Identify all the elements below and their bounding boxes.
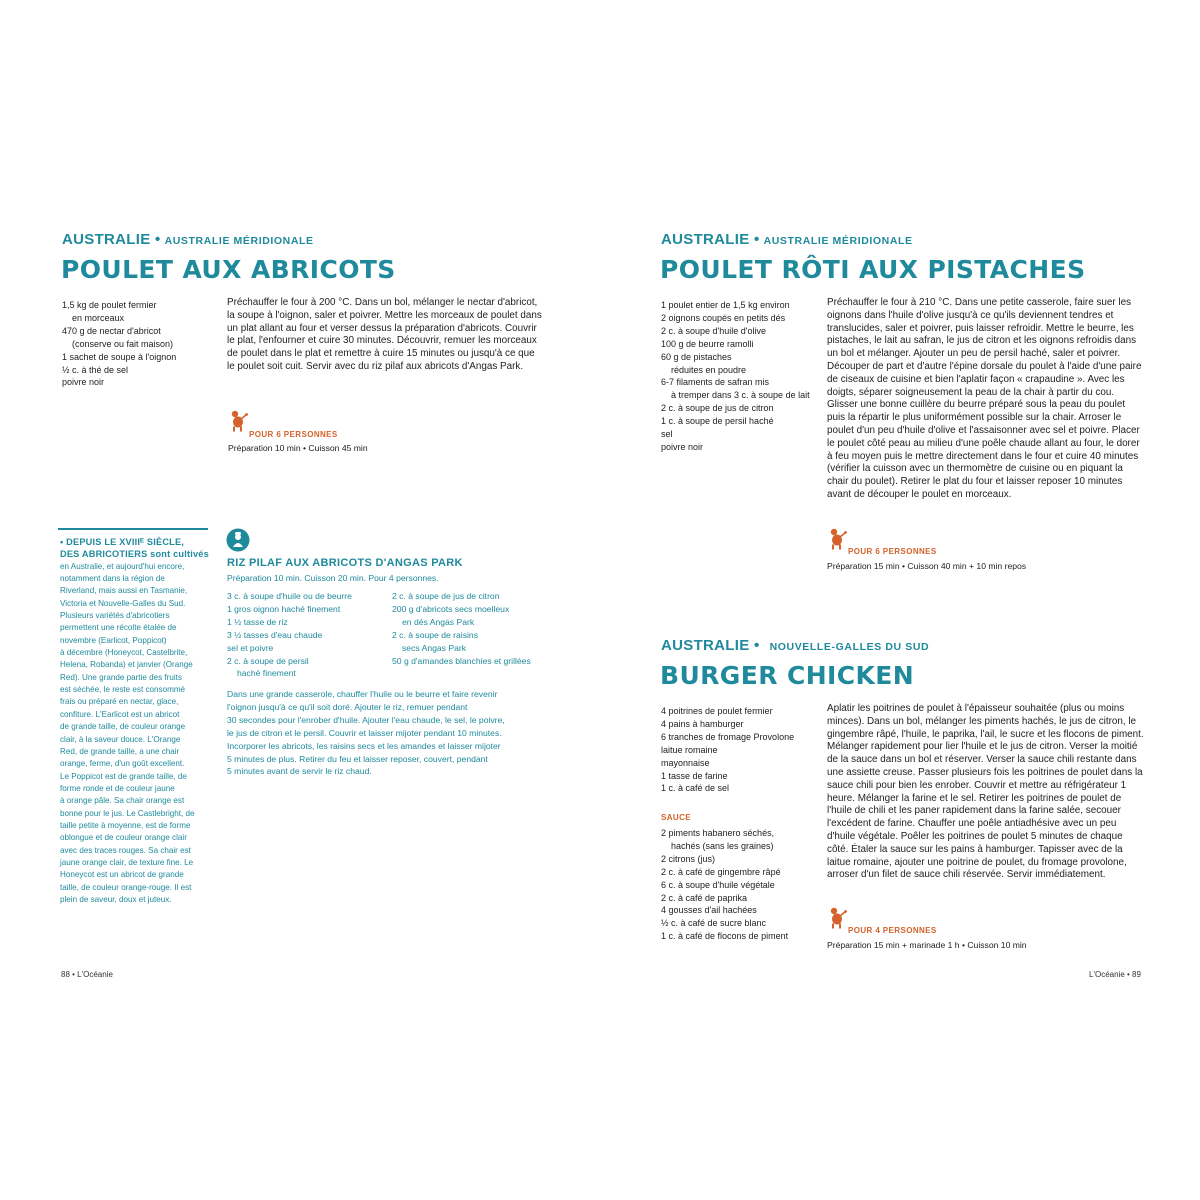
method-text: Aplatir les poitrines de poulet à l'épaisseur souhaitée (plus ou moins minces). Dans un bol, mélanger les piments hachés, le jus de citron, le gingembre râpé, l'huile, le paprika, l'ail, le sucre et les flocons de piment. Mélanger rapidement pour lier l'huile et le jus de citron. Verser la moitié de la sauce dans un bol et réserver. Verser la sauce chili restante dans une assiette creuse. Passer plusieurs fois les poitrines de poulet dans la sauce chili pour bien les enrober. Couvrir et mettre au réfrigérateur 1 heure. Mélanger la farine et le sel. Retirer les poitrines de poulet de l'huile de chili et les paner rapidement dans la farine salée, secouer l'excédent de farine. Chauffer une poêle antiadhésive avec un peu d'huile végétale. Poêler les poitrines de poulet 5 minutes de chaque côté. Étaler la sauce sur les pains à hamburger. Tapisser avec de la laitue romaine, ajouter une poitrine de poulet, du fromage provolone, arroser d'un filet de sauce chili réservée. Servir immédiatement. (827, 703, 1144, 881)
list-item: sel et poivre (227, 642, 274, 653)
list-item: secs Angas Park (402, 642, 467, 653)
text-line: bonne pour le jus. Le Castlebright, de (60, 808, 195, 818)
page-number: 88 • L'Océanie (61, 970, 113, 979)
text-line: 5 minutes avant de servir le riz chaud. (227, 766, 372, 777)
subrecipe-ingredients-col2 (392, 590, 552, 667)
list-item: réduites en poudre (671, 364, 747, 375)
text-line: l'oignon jusqu'à ce qu'il soit doré. Ajouter le riz, remuer pendant (227, 701, 468, 712)
list-item: ½ c. à thé de sel (62, 364, 129, 375)
list-item: en dés Angas Park (402, 616, 475, 627)
list-item: 1 tasse de farine (661, 770, 728, 781)
list-item: 2 c. à soupe de jus de citron (661, 403, 774, 414)
recipe-method (227, 297, 545, 374)
text-line: Dans une grande casserole, chauffer l'huile ou le beurre et faire revenir (227, 689, 498, 699)
subrecipe-method (227, 688, 552, 778)
list-item: 1 sachet de soupe à l'oignon (62, 351, 177, 362)
list-item: 1 c. à café de sel (661, 783, 730, 794)
text-line: Victoria et Nouvelle-Galles du Sud. (60, 598, 186, 608)
recipe-title: BURGER CHICKEN (660, 661, 915, 690)
text-line: DES ABRICOTIERS sont cultivés (60, 549, 209, 560)
list-item: sel (661, 429, 673, 440)
list-item: 1 c. à café de flocons de piment (661, 931, 789, 942)
text-line: le jus de citron et le persil. Couvrir et laisser mijoter pendant 10 minutes. (227, 727, 502, 738)
recipe-method (827, 297, 1145, 502)
sauce-ingredient-list (661, 827, 816, 943)
text-line: novembre (Earlicot, Poppicot) (60, 635, 167, 645)
subregion-label: AUSTRALIE MÉRIDIONALE (763, 235, 913, 247)
list-item: ½ c. à café de sucre blanc (661, 918, 767, 929)
chef-mascot-icon (827, 528, 847, 550)
text-line: orange, ferme, d'un goût excellent. (60, 759, 185, 769)
text-line: Plusieurs variétés d'abricotiers (60, 611, 170, 621)
text-line: Riverland, mais aussi en Tasmanie, (60, 586, 188, 596)
list-item: 2 c. à soupe de raisins (392, 629, 478, 640)
text-line: • DEPUIS LE XVIIIᴱ SIÈCLE, (60, 537, 185, 547)
list-item: 6 tranches de fromage Provolone (661, 731, 795, 742)
ingredient-list (62, 299, 212, 389)
text-line: Helena, Robanda) et janvier (Orange (60, 660, 193, 670)
prep-time: Préparation 15 min + marinade 1 h • Cuisson 10 min (827, 940, 1027, 950)
text-line: Red, de grande taille, a une chair (60, 746, 180, 756)
region-heading (62, 231, 314, 248)
region-label: AUSTRALIE • (661, 231, 760, 248)
chef-mascot-icon (827, 907, 847, 929)
right-page (600, 0, 1200, 1200)
text-line: 30 secondes pour l'enrober d'huile. Ajouter l'eau chaude, le sel, le poivre, (227, 714, 505, 725)
page-number: L'Océanie • 89 (1089, 970, 1141, 979)
text-line: Le Poppicot est de grande taille, de (60, 771, 187, 781)
text-line: forme ronde et de couleur jaune (60, 783, 175, 793)
prep-time: Préparation 15 min • Cuisson 40 min + 10 min repos (827, 561, 1027, 571)
subregion-label: NOUVELLE-GALLES DU SUD (769, 641, 930, 653)
list-item: 2 c. à soupe de jus de citron (392, 591, 500, 601)
subrecipe-meta: Préparation 10 min. Cuisson 20 min. Pour 4 personnes. (227, 573, 439, 583)
list-item: 3 ½ tasses d'eau chaude (227, 629, 323, 640)
list-item: 2 c. à soupe de persil (227, 655, 309, 666)
text-line: taille petite à moyenne, est de forme (60, 820, 191, 830)
list-item: 60 g de pistaches (661, 351, 732, 362)
region-heading (661, 637, 929, 654)
subregion-label: AUSTRALIE MÉRIDIONALE (164, 235, 314, 247)
list-item: 4 poitrines de poulet fermier (661, 706, 773, 716)
list-item: 200 g d'abricots secs moelleux (392, 603, 510, 614)
servings-label: POUR 4 PERSONNES (848, 926, 937, 935)
sauce-label: SAUCE (661, 813, 692, 822)
text-line: jaune orange clair, de texture fine. Le (60, 857, 194, 867)
region-label: AUSTRALIE • (661, 637, 760, 654)
list-item: 3 c. à soupe d'huile ou de beurre (227, 591, 352, 601)
list-item: hachés (sans les graines) (671, 840, 774, 851)
chef-mascot-icon (228, 410, 248, 432)
list-item: 6 c. à soupe d'huile végétale (661, 879, 775, 890)
list-item: 2 c. à café de paprika (661, 892, 748, 903)
list-item: 4 gousses d'ail hachées (661, 905, 757, 916)
text-line: Honeycot est un abricot de grande (60, 870, 184, 880)
region-heading (661, 231, 913, 248)
text-line: avec des traces rouges. Sa chair est (60, 845, 191, 855)
region-label: AUSTRALIE • (62, 231, 161, 248)
text-line: de grande taille, de couleur orange (60, 722, 186, 732)
list-item: 4 pains à hamburger (661, 718, 744, 729)
list-item: 1 poulet entier de 1,5 kg environ (661, 300, 790, 310)
method-text: Préchauffer le four à 210 °C. Dans une petite casserole, faire suer les oignons dans l'huile d'olive jusqu'à ce qu'ils deviennent tendres et translucides, saler et poivrer, puis laisser refroidir. Mettre le beurre, les pistaches, le lait au safran, le jus de citron et les oignons refroidis dans un bol et mélanger. Ajouter un peu de persil haché, saler et poivrer. Découper de part et d'autre l'épine dorsale du poulet à l'aide d'une paire de ciseaux de cuisine et bien l'aplatir façon « crapaudine ». Avec les doigts, séparer soigneusement la peau de la chair à partir du cou. Glisser une bonne cuillère du beurre préparé sous la peau du poulet puis la répartir le plus uniformément possible sur la chair. Arroser le poulet d'un peu d'huile d'olive et l'assaisonner avec sel et poivre. Placer le poulet côté peau au milieu d'une poêle chaude allant au four, le dorer à feu moyen puis le mettre directement dans le four et cuire 40 minutes (vérifier la cuisson avec un thermomètre de cuisine ou en piquant la chair du poulet). Retirer le plat du four et laisser reposer 10 minutes avant de découper le poulet en morceaux. (827, 297, 1142, 500)
list-item: poivre noir (661, 441, 704, 452)
list-item: à tremper dans 3 c. à soupe de lait (671, 390, 810, 401)
prep-time: Préparation 10 min • Cuisson 45 min (228, 443, 368, 453)
recipe-title: POULET RÔTI AUX PISTACHES (660, 255, 1086, 284)
text-line: est séchée, le reste est consommé (60, 685, 186, 695)
list-item: 1 ½ tasse de riz (227, 616, 288, 627)
list-item: 2 c. à soupe d'huile d'olive (661, 325, 767, 336)
list-item: 100 g de beurre ramolli (661, 338, 754, 349)
servings-label: POUR 6 PERSONNES (249, 430, 338, 439)
method-text: Préchauffer le four à 200 °C. Dans un bol, mélanger le nectar d'abricot, la soupe à l'oignon, saler et poivrer. Mettre les morceaux de poulet dans un plat allant au four et verser dessus la préparation d'abricots. Couvrir le plat, l'enfourner et cuire 30 minutes. Découvrir, remuer les morceaux de poulet dans le plat et remettre à cuire 15 minutes ou jusqu'à ce que le poulet soit cuit. Servir avec du riz pilaf aux abricots d'Angas Park. (227, 297, 542, 372)
text-line: taille, de couleur orange-rouge. Il est (60, 882, 192, 892)
text-line: permettent une récolte étalée de (60, 623, 177, 633)
recipe-title: POULET AUX ABRICOTS (61, 255, 396, 284)
list-item: 1 c. à soupe de persil haché (661, 416, 774, 427)
text-line: frais ou préparé en nectar, glace, (60, 697, 179, 707)
list-item: haché finement (237, 668, 296, 679)
list-item: (conserve ou fait maison) (72, 338, 174, 349)
text-line: à décembre (Honeycot, Castelbrite, (60, 648, 188, 658)
ingredient-list (661, 299, 816, 454)
list-item: mayonnaise (661, 757, 710, 768)
text-line: Incorporer les abricots, les raisins secs et les amandes et laisser mijoter (227, 740, 501, 751)
subrecipe-ingredients-col1 (227, 590, 387, 680)
list-item: 6-7 filaments de safran mis (661, 377, 770, 388)
text-line: en Australie, et aujourd'hui encore, (60, 561, 185, 571)
text-line: confiture. L'Earlicot est un abricot (60, 709, 180, 719)
ingredient-list (661, 705, 816, 795)
list-item: 50 g d'amandes blanchies et grillées (392, 655, 531, 666)
text-line: plein de saveur, doux et juteux. (60, 894, 172, 904)
list-item: 1,5 kg de poulet fermier (62, 300, 157, 310)
text-line: Red). Une grande partie des fruits (60, 672, 182, 682)
servings-label: POUR 6 PERSONNES (848, 547, 937, 556)
list-item: 2 piments habanero séchés, (661, 828, 775, 838)
text-line: notamment dans la région de (60, 574, 165, 584)
list-item: 2 c. à café de gingembre râpé (661, 866, 781, 877)
text-line: à orange pâle. Sa chair orange est (60, 796, 185, 806)
text-line: 5 minutes de plus. Retirer du feu et laisser reposer, couvert, pendant (227, 753, 488, 764)
list-item: 1 gros oignon haché finement (227, 603, 341, 614)
sidebar-rule (58, 528, 208, 530)
list-item: laitue romaine (661, 744, 718, 755)
recipe-method (827, 703, 1145, 882)
list-item: en morceaux (72, 312, 125, 323)
subrecipe-title: RIZ PILAF AUX ABRICOTS D'ANGAS PARK (227, 557, 463, 569)
list-item: 2 citrons (jus) (661, 853, 716, 864)
text-line: clair, à la saveur douce. L'Orange (60, 734, 181, 744)
list-item: 2 oignons coupés en petits dés (661, 312, 786, 323)
list-item: poivre noir (62, 377, 105, 388)
sidebar-note (60, 536, 210, 906)
chef-badge-icon (226, 528, 250, 552)
list-item: 470 g de nectar d'abricot (62, 325, 161, 336)
text-line: oblongue et de couleur orange clair (60, 833, 187, 843)
